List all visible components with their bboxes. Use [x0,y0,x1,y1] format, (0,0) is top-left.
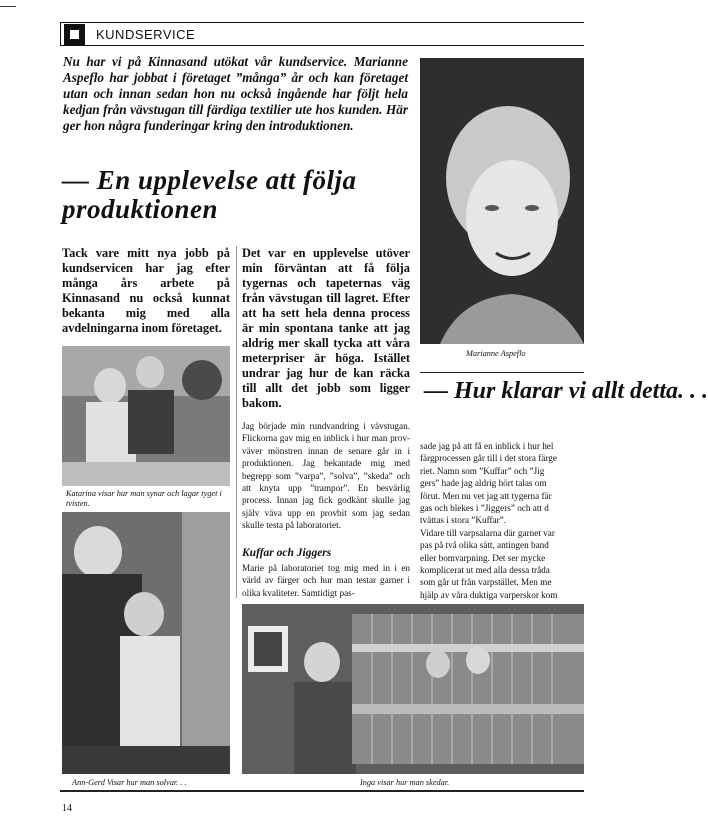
right-line: Vidare till varpsalarna där garnet var [420,527,555,538]
right-line: gers” hade jag aldrig hört talas om [420,478,547,489]
portrait-photo [420,58,584,344]
right-line: förut. Men nu vet jag att tygerna fär [420,490,552,501]
caption-photo2: Ann-Gerd Visar hur man solvar. . . [72,778,187,787]
photo-katarina [62,346,230,486]
caption-photo1: Katarina visar hur man synar och lagar tyget i tvisten. [66,489,222,508]
footer-rule [60,790,584,792]
right-line: riet. Namn som ”Kuffar” och ”Jig [420,465,545,476]
right-line: tvättas i stora ”Kuffar”. [420,515,507,526]
photo-ann-gerd [62,512,230,774]
corner-mark [0,6,16,7]
right-line: hjälp av våra duktiga varperskor kom [420,589,558,600]
lead-paragraph-col1: Tack vare mitt nya jobb på kundservicen har jag efter många års arbete på Kinnasand nu också kunnat bekanta mig med alla avdelningarna inom företaget. [62,246,230,335]
column-divider [236,246,237,598]
right-column-body [420,440,584,620]
right-line: pas på två olika sätt, antingen band [420,540,549,551]
right-line: eller bomvarpning. Det ser mycke [420,552,546,563]
body-paragraph-col2: Jag började min rundvandring i vävstugan. Flickorna gav mig en inblick i hur man prov-väver mönstren innan de senare går in i produktionen. Jag bekantade mig med begrepp som ”varpa”, ”solva”, ”skeda” och att knyta upp ”trampor”. En besvärlig process. Innan jag fick godkänt skulle jag själv väva upp en provbit som jag sedan skulle testa på laboratoriet. [242,421,410,531]
article-title: — En upplevelse att följa produktionen [62,165,357,224]
right-line: sade jag på att få en inblick i hur hel [420,441,554,451]
lead-paragraph-col2: Det var en upplevelse utöver min förväntan att få följa tygernas och tapeternas väg från vävstugan till lagret. Efter att ha sett hela denna process är min spontana tanke att jag aldrig mer skall tycka att våra meterpriser är höga. Istället undrar jag hur de kan räcka till allt det jobb som ligger bakom. [242,246,410,410]
caption-photo3: Inga visar hur man skedar. [360,778,450,787]
right-line: komplicerat ut med alla dessa tråda [420,565,550,576]
section-label: KUNDSERVICE [96,27,196,42]
right-line: som går ut från varpstället. Men me [420,577,552,588]
portrait-caption: Marianne Aspeflo [466,349,526,358]
square-logo-icon [64,24,85,45]
right-line: gas och blekes i ”Jiggers” och att d [420,503,549,514]
right-column-title: — Hur klarar vi allt detta. . . [424,378,708,404]
page-number: 14 [62,803,72,814]
subheading: Kuffar och Jiggers [242,547,332,559]
right-rule [420,372,584,373]
photo-inga [242,604,584,774]
intro-paragraph: Nu har vi på Kinnasand utökat vår kundservice. Marianne Aspeflo har jobbat i företaget ”många” år och kan företaget utan och innan sedan hon nu också ingående har följt hela kedjan från vävstugan till färdiga textilier ute hos kunden. Här ger hon några funderingar kring den introduktionen. [63,54,408,133]
body-paragraph-col2b: Marie på laboratoriet tog mig med in i en värld av färger och hur man testar garner i olika kvaliteter. Samtidigt pas- [242,563,410,598]
right-line: färgprocessen går till i det stora färge [420,453,557,464]
